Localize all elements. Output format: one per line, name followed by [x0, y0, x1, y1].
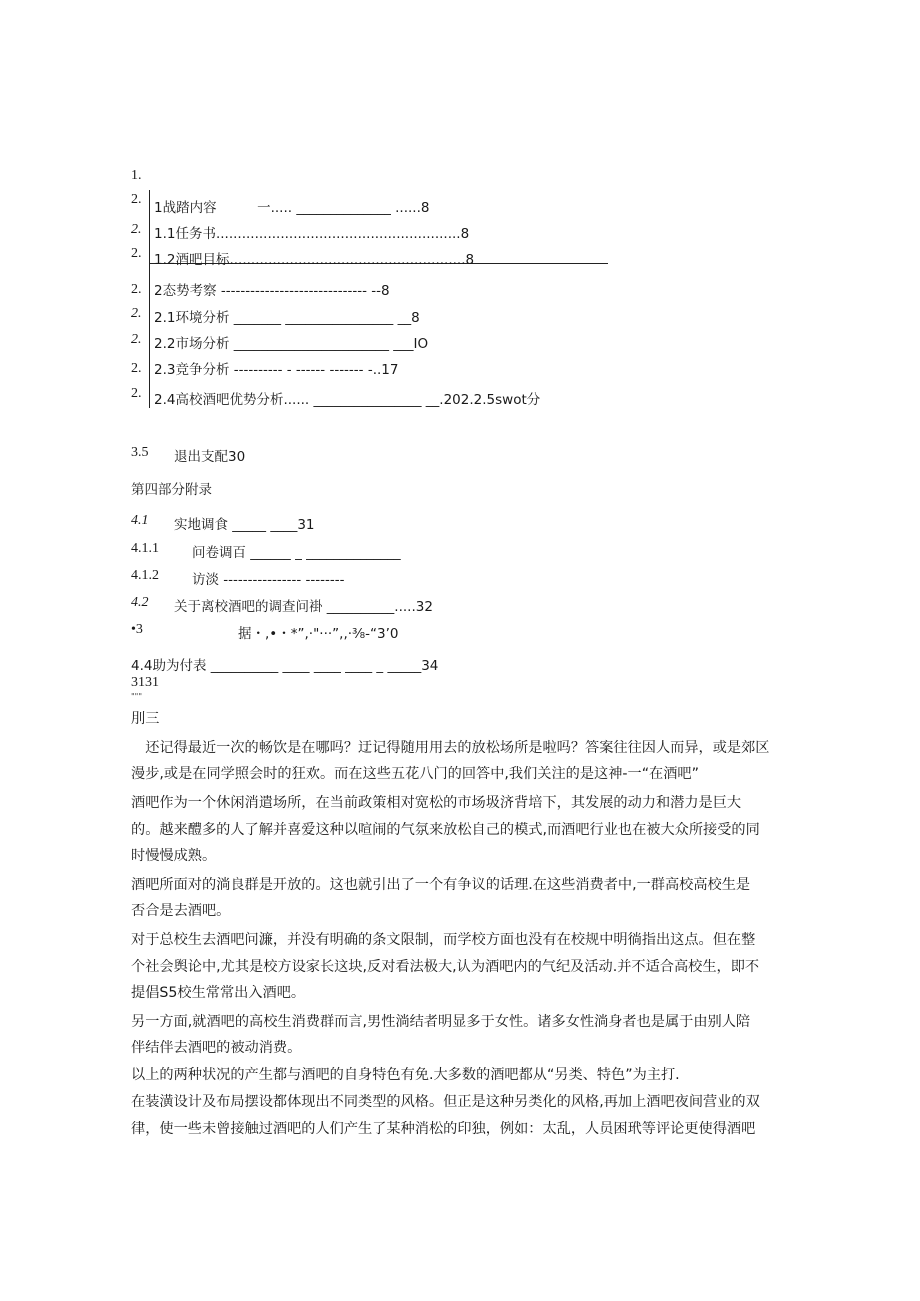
toc-row-text: 2.1环境分析 _______ ________________ __8 — [154, 310, 420, 326]
paragraph-line: 的。越来醴多的人了解并喜爱这种以喧闹的气氛来放松自己的模式,而酒吧行业也在被大众所接受的同 — [131, 822, 760, 838]
tiny-mark: """ — [131, 692, 143, 701]
toc-later-num: 4.1.2 — [131, 568, 159, 583]
toc-later-text: 问卷调百 ______ _ ______________ — [192, 545, 401, 561]
toc-row-num: 2. — [131, 192, 142, 207]
toc-row-text: 2.2市场分析 _______________________ ___IO — [154, 336, 429, 352]
toc-row-num: 2. — [131, 246, 142, 261]
paragraph-line: 还记得最近一次的畅饮是在哪吗？迂记得随用用去的放松场所是啦吗？答案往往因人而异，或是郊区 — [131, 740, 770, 756]
toc-vertical-rule — [149, 190, 150, 408]
toc-row-num: 2. — [131, 386, 142, 401]
paragraph-line: 另一方面,就酒吧的高校生消费群而言,男性淌结者明显多于女性。诸多女性淌身者也是属于由别人陪 — [131, 1014, 751, 1030]
toc-later-text: 4.4助为付表 __________ ____ ____ ____ _ _____34 — [131, 658, 439, 674]
toc-row-num: 2. — [131, 332, 142, 347]
toc-later-heading: 第四部分附录 — [131, 482, 212, 498]
toc-row-text: 2.4高校酒吧优势分析...... ________________ __.202.2.5swot分 — [154, 392, 541, 408]
toc-row-num: 2. — [131, 222, 142, 237]
toc-later-text: 关于离校酒吧的调查问褂 __________.....32 — [174, 599, 433, 615]
paragraph-line: 在装潢设计及布局摆设都体现出不同类型的风格。但正是这种另类化的风格,再加上酒吧夜间营业的双 — [131, 1094, 760, 1110]
preface-heading: 刖三 — [131, 711, 160, 727]
paragraph-line: 时慢慢成熟。 — [131, 848, 217, 864]
paragraph-line: 酒吧所面对的淌良群是开放的。这也就引出了一个有争议的话理.在这些消费者中,一群高校高校生是 — [131, 877, 751, 893]
paragraph-line: 伴结伴去酒吧的被动消费。 — [131, 1040, 302, 1056]
toc-later-text: 退出支配30 — [174, 449, 246, 465]
page-code: 3131 — [131, 675, 159, 690]
paragraph-line: 以上的两种状况的产生都与酒吧的自身特色有免.大多数的酒吧都从“另类、特色”为主打. — [131, 1067, 680, 1083]
toc-row-text: 1.1任务书.........................................................8 — [154, 226, 470, 242]
toc-row-num: 2. — [131, 306, 142, 321]
toc-later-num: •3 — [131, 622, 143, 637]
toc-later-num: 4.2 — [131, 595, 149, 610]
toc-row-text: 2.3竞争分析 ---------- - ------ ------- -..17 — [154, 362, 399, 378]
toc-later-num: 4.1 — [131, 513, 149, 528]
paragraph-line: 律，使一些未曾接触过酒吧的人们产生了某种消松的印独，例如：太乱，人员困玳等评论更使得酒吧 — [131, 1121, 756, 1137]
toc-later-num: 4.1.1 — [131, 541, 159, 556]
toc-later-num: 3.5 — [131, 445, 149, 460]
paragraph-line: 漫步,或是在同学照会时的狂欢。而在这些五花八门的回答中,我们关注的是这神-一“在酒吧” — [131, 766, 699, 782]
toc-row-text: 2态势考察 ------------------------------ --8 — [154, 283, 390, 299]
paragraph-line: 提倡S5校生常常出入酒吧。 — [131, 985, 306, 1001]
toc-row-num: 2. — [131, 361, 142, 376]
toc-later-text: 据・,•・*”,·"···”,,·⅜-“3’0 — [238, 626, 399, 642]
toc-row-text: 1.2酒吧目标.......................................................8 — [154, 252, 475, 268]
toc-row-num: 2. — [131, 282, 142, 297]
paragraph-line: 个社会舆论中,尤其是校方设家长这块,反对看法极大,认为酒吧内的气纪及活动.并不适合高校生，即不 — [131, 959, 760, 975]
toc-number-1: 1. — [131, 168, 142, 183]
toc-row-text: 1战踏内容 一..... ______________ ......8 — [154, 200, 430, 216]
toc-later-text: 实地调食 _____ ____31 — [174, 517, 315, 533]
toc-later-text: 访淡 ---------------- -------- — [192, 572, 345, 588]
paragraph-line: 否合是去酒吧。 — [131, 903, 231, 919]
paragraph-line: 对于总校生去酒吧问濂，并没有明确的条文限制，而学校方面也没有在校规中明徜指出这点。但在整 — [131, 932, 756, 948]
paragraph-line: 酒吧作为一个休闲消遣场所，在当前政策相对宽松的市场圾济背培下，其发展的动力和潜力是巨大 — [131, 795, 742, 811]
